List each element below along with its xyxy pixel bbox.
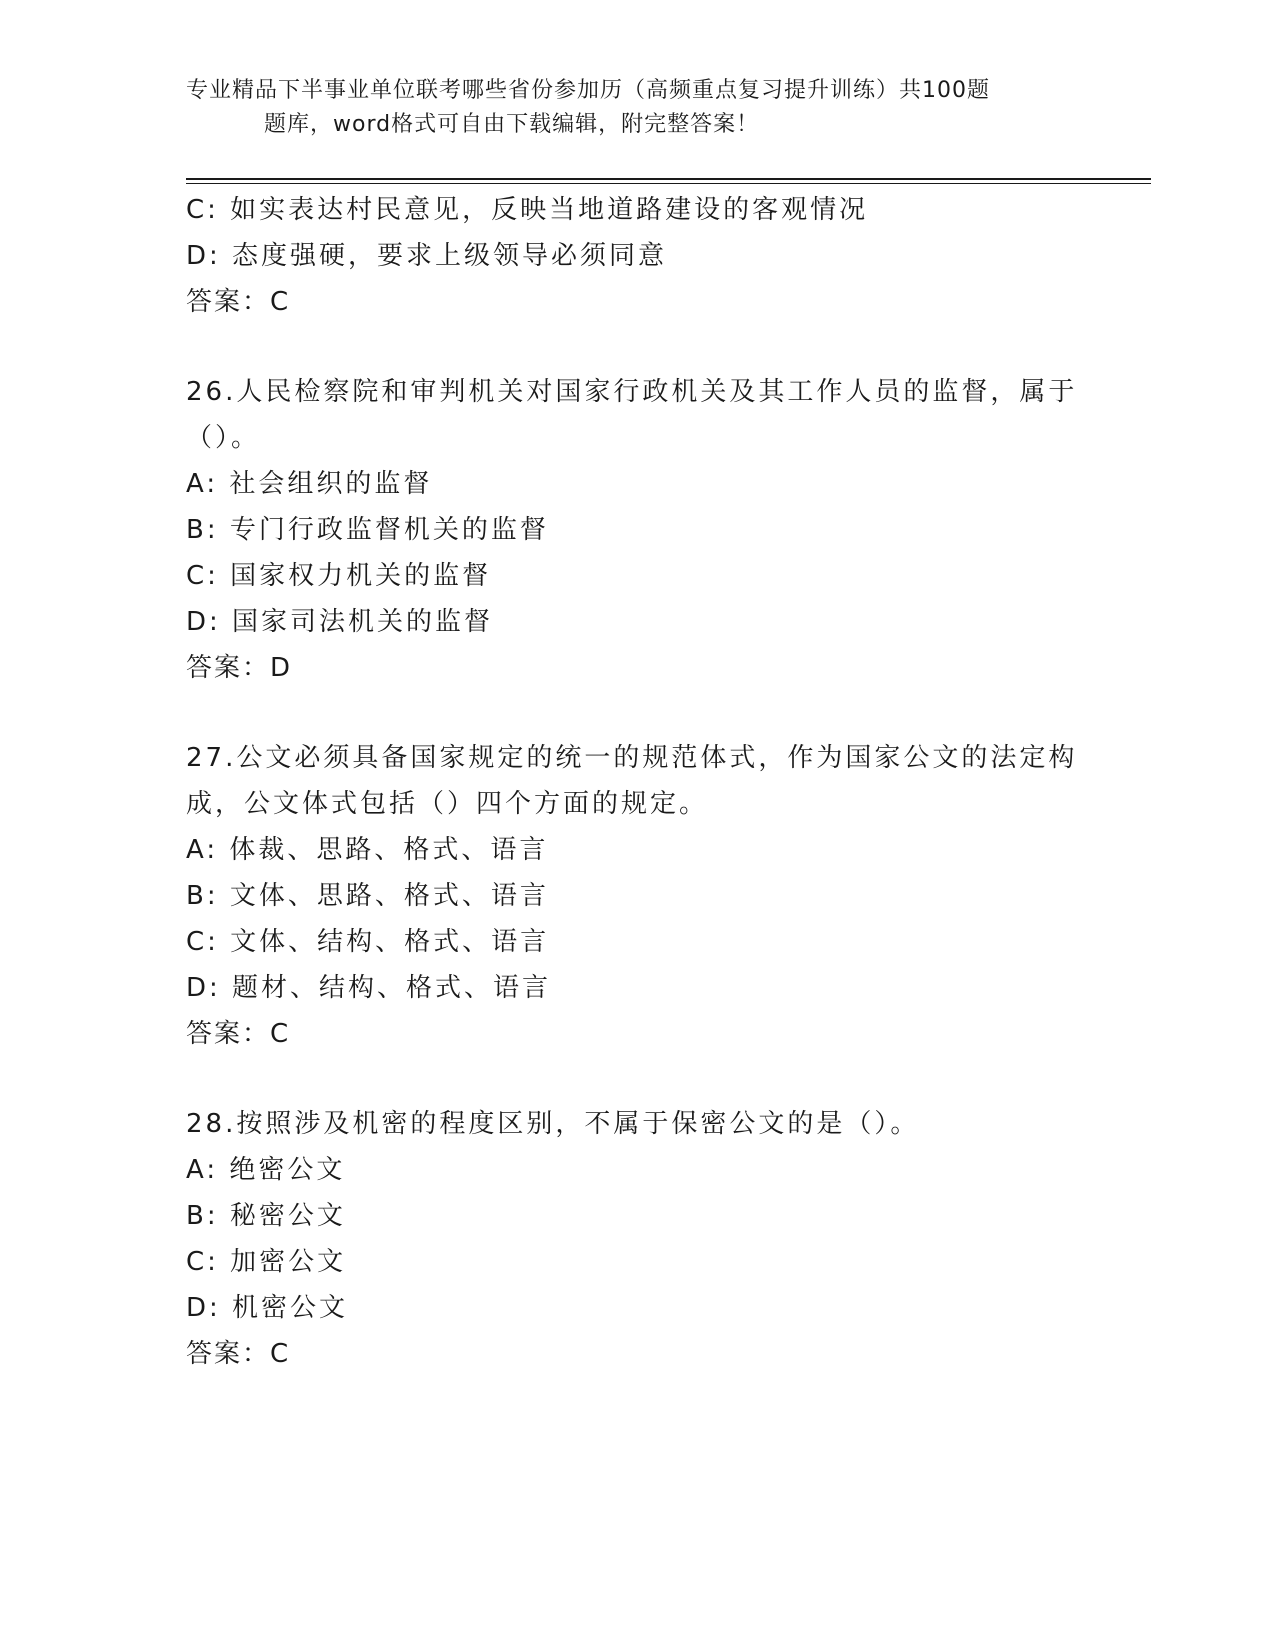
option-c: C: 国家权力机关的监督 [186,561,492,591]
page-header [186,74,1086,142]
question-26 [186,369,1086,691]
question-27 [186,735,1086,1057]
answer-line: 答案：C [186,1339,291,1369]
option-a: A: 社会组织的监督 [186,469,433,499]
question-stem: 28.按照涉及机密的程度区别，不属于保密公文的是（）。 [186,1109,920,1139]
question-content [186,187,1086,1377]
question-28 [186,1101,1086,1377]
header-rule-thin [186,183,1151,184]
option-d: D: 国家司法机关的监督 [186,607,494,637]
option-d: D: 态度强硬，要求上级领导必须同意 [186,241,668,271]
option-a: A: 绝密公文 [186,1155,346,1185]
question-25-tail [186,187,1086,325]
answer-line: 答案：C [186,1019,291,1049]
option-d: D: 题材、结构、格式、语言 [186,973,552,1003]
question-stem: 27.公文必须具备国家规定的统一的规范体式，作为国家公文的法定构 [186,743,1078,773]
option-d: D: 机密公文 [186,1293,349,1323]
spacer [186,1057,1086,1101]
option-c: C: 加密公文 [186,1247,347,1277]
option-b: B: 秘密公文 [186,1201,346,1231]
header-title-line1: 专业精品下半事业单位联考哪些省份参加历（高频重点复习提升训练）共100题 [186,78,990,103]
option-c: C: 如实表达村民意见，反映当地道路建设的客观情况 [186,195,869,225]
answer-line: 答案：C [186,287,291,317]
option-b: B: 专门行政监督机关的监督 [186,515,549,545]
spacer [186,325,1086,369]
option-a: A: 体裁、思路、格式、语言 [186,835,549,865]
spacer [186,691,1086,735]
header-title-line2: 题库，word格式可自由下载编辑，附完整答案！ [264,112,760,137]
question-stem: 26.人民检察院和审判机关对国家行政机关及其工作人员的监督，属于 [186,377,1078,407]
header-rule-thick [186,178,1151,180]
option-b: B: 文体、思路、格式、语言 [186,881,549,911]
option-c: C: 文体、结构、格式、语言 [186,927,550,957]
question-stem-continued: 成，公文体式包括（）四个方面的规定。 [186,789,709,819]
question-stem-continued: （）。 [186,423,261,453]
answer-line: 答案：D [186,653,293,683]
